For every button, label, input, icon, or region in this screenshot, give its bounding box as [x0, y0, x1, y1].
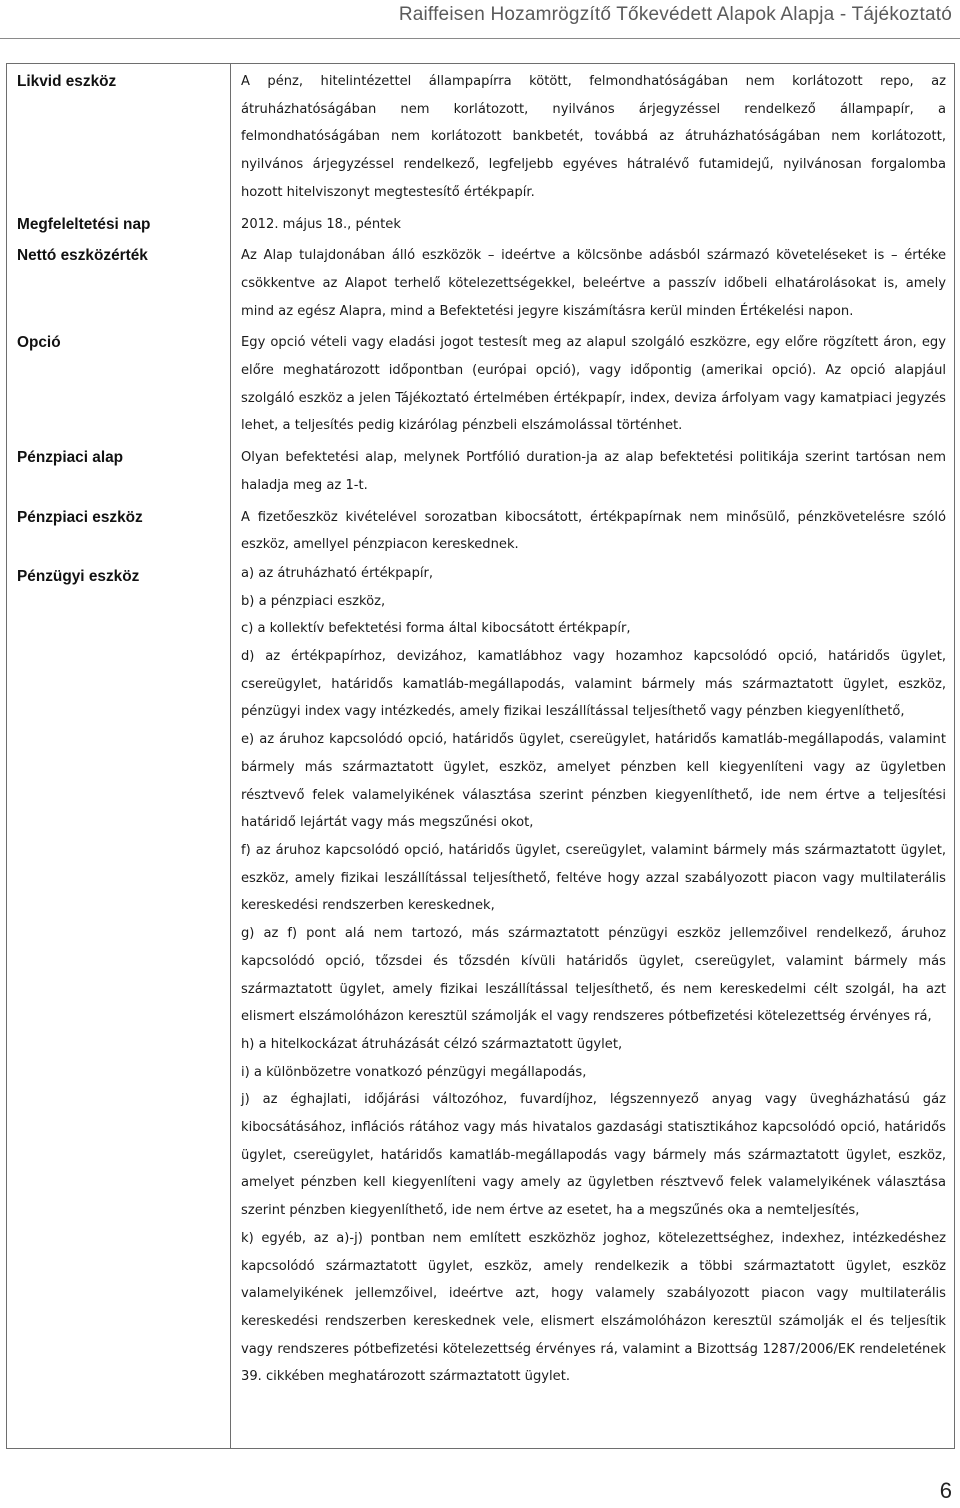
term-megfeleltetesi-nap: Megfeleltetési nap — [7, 207, 231, 239]
header-rule — [0, 38, 960, 39]
definition-row-penzugyi-eszkoz — [7, 559, 955, 1449]
definition-penzpiaci-alap — [231, 440, 955, 499]
definition-text: 2012. május 18., péntek — [241, 216, 401, 232]
list-item-b: b) a pénzpiaci eszköz, — [241, 593, 386, 609]
definition-text: Egy opció vételi vagy eladási jogot testesít meg az alapul szolgáló eszközre, egy előre rögzített áron, egy előre meghatározott időpontban (európai opció), vagy időpontig (amerikai opció). Az opció alapjául szolgáló eszköz a jelen Tájékoztató értelmében értékpapír, index, deviza árfolyam vagy kamatpiaci jegyzés lehet, a teljesítés pedig kizárólag pénzbeli elszámolással történhet. — [241, 335, 946, 434]
definition-likvid-eszkoz — [231, 64, 955, 207]
list-item-e: e) az áruhoz kapcsolódó opció, határidős ügylet, csereügylet, határidős kamatláb-megállapodás, valamint bármely más származtatott ügylet, eszköz, amelyet pénzben kell kiegyenlíteni vagy az ügyletben résztvevő felek valamelyikének választása szerint pénzben kiegyenlíthető, ide nem értve a teljesítési határidő lejártát vagy más megszűnési okot, — [241, 732, 946, 831]
definition-penzugyi-eszkoz — [231, 559, 955, 1449]
definition-row-megfeleltetesi-nap — [7, 207, 955, 239]
definition-text: A fizetőeszköz kivételével sorozatban kibocsátott, értékpapírnak nem minősülő, pénzkövetelésre szóló eszköz, amellyel pénzpiacon kereskednek. — [241, 509, 946, 553]
definition-row-netto-eszkozertek — [7, 238, 955, 325]
definition-row-penzpiaci-eszkoz — [7, 500, 955, 559]
list-item-k: k) egyéb, az a)-j) pontban nem említett eszközhöz joghoz, kötelezettséghez, indexhez, intézkedéshez kapcsolódó származtatott ügylet, eszköz, amely rendelkezik a többi származtatott ügylet, eszköz valamelyikének jellemzőivel, ideértve azt, hogy valamely szabályozott piacon vagy multilaterális kereskedési rendszerben kereskednek vele, elismert elszámolóházon keresztül számolják el és teljesítik vagy rendszeres pótbefizetési kötelezettség érvényes rá, valamint a Bizottság 1287/2006/EK rendeletének 39. cikkében meghatározott származtatott ügylet. — [241, 1230, 946, 1385]
definition-megfeleltetesi-nap — [231, 207, 955, 239]
definitions-table — [6, 63, 955, 1449]
list-item-j: j) az éghajlati, időjárási változóhoz, fuvardíjhoz, légszennyező anyag vagy üvegházhatású gáz kibocsátásához, inflációs rátához vagy más hivatalos gazdasági statisztikához kapcsolódó opció, határidős ügylet, csereügylet, határidős kamatláb-megállapodás vagy bármely más származtatott ügylet, eszköz, amelyet pénzben kell kiegyenlíteni vagy amely az ügyletben résztvevő felek valamelyikének választása szerint pénzben kiegyenlíthető, ide nem értve az esetet, ha a megszűnés oka a nemteljesítés, — [241, 1092, 946, 1219]
term-likvid-eszkoz: Likvid eszköz — [7, 64, 231, 207]
definition-text: A pénz, hitelintézettel állampapírra kötött, felmondhatóságában nem korlátozott repo, az átruházhatóságában nem korlátozott, nyilvános árjegyzéssel rendelkező állampapír, a felmondhatóságában nem korlátozott bankbetét, továbbá az átruházhatóságában nem korlátozott, nyilvános árjegyzéssel rendelkező, legfeljebb egyéves hátralévő futamidejű, nyilvánosan forgalomba hozott hitelviszonyt megtestesítő értékpapír. — [241, 74, 946, 200]
list-item-d: d) az értékpapírhoz, devizához, kamatlábhoz vagy hozamhoz kapcsolódó opció, határidős ügylet, csereügylet, határidős kamatláb-megállapodás, valamint bármely más származtatott ügylet, eszköz, pénzügyi index vagy intézkedés, amely fizikai leszállítással teljesíthető vagy pénzben kiegyenlíthető, — [241, 649, 946, 720]
page-number: 6 — [939, 1478, 952, 1503]
definition-opcio — [231, 325, 955, 440]
term-penzpiaci-eszkoz: Pénzpiaci eszköz — [7, 500, 231, 559]
term-netto-eszkozertek: Nettó eszközérték — [7, 238, 231, 325]
list-item-g: g) az f) pont alá nem tartozó, más származtatott pénzügyi eszköz jellemzőivel rendelkező, áruhoz kapcsolódó opció, tőzsdei és tőzsdén kívüli határidős ügylet, csereügylet, valamint bármely más származtatott ügylet, amely fizikai leszállítással teljesíthető, és nem kereskedelmi célt szolgál, ha azt elismert elszámolóházon keresztül számolják el vagy rendszeres pótbefizetési kötelezettség érvényes rá, — [241, 926, 946, 1025]
term-opcio: Opció — [7, 325, 231, 440]
term-penzugyi-eszkoz: Pénzügyi eszköz — [7, 559, 231, 1449]
definition-row-opcio — [7, 325, 955, 440]
list-item-f: f) az áruhoz kapcsolódó opció, határidős ügylet, csereügylet, valamint bármely más származtatott ügylet, eszköz, amely fizikai leszállítással teljesíthető, feltéve hogy azzal szabályozott piacon vagy multilaterális kereskedési rendszerben kereskednek, — [241, 842, 946, 914]
definition-row-penzpiaci-alap — [7, 440, 955, 499]
definition-penzpiaci-eszkoz — [231, 500, 955, 559]
definition-text: Olyan befektetési alap, melynek Portfólió duration-ja az alap befektetési politikája szerint tartósan nem haladja meg az 1-t. — [241, 450, 946, 493]
running-header: Raiffeisen Hozamrögzítő Tőkevédett Alapok Alapja - Tájékoztató — [398, 4, 952, 25]
definition-row-likvid-eszkoz — [7, 64, 955, 207]
list-item-a: a) az átruházható értékpapír, — [241, 565, 434, 581]
list-item-c: c) a kollektív befektetési forma által kibocsátott értékpapír, — [241, 621, 631, 637]
list-item-h: h) a hitelkockázat átruházását célzó származtatott ügylet, — [241, 1036, 623, 1052]
definition-text: Az Alap tulajdonában álló eszközök – ideértve a kölcsönbe adásból származó követeléseket is – értéke csökkentve az Alapot terhelő kötelezettségekkel, beleértve a passzív időbeli elhatárolásokat is, amely mind az egész Alapra, mind a Befektetési jegyre kiszámításra kerül minden Értékelési napon. — [241, 248, 946, 319]
list-item-i: i) a különbözetre vonatkozó pénzügyi megállapodás, — [241, 1064, 587, 1080]
definition-netto-eszkozertek — [231, 238, 955, 325]
term-penzpiaci-alap: Pénzpiaci alap — [7, 440, 231, 499]
